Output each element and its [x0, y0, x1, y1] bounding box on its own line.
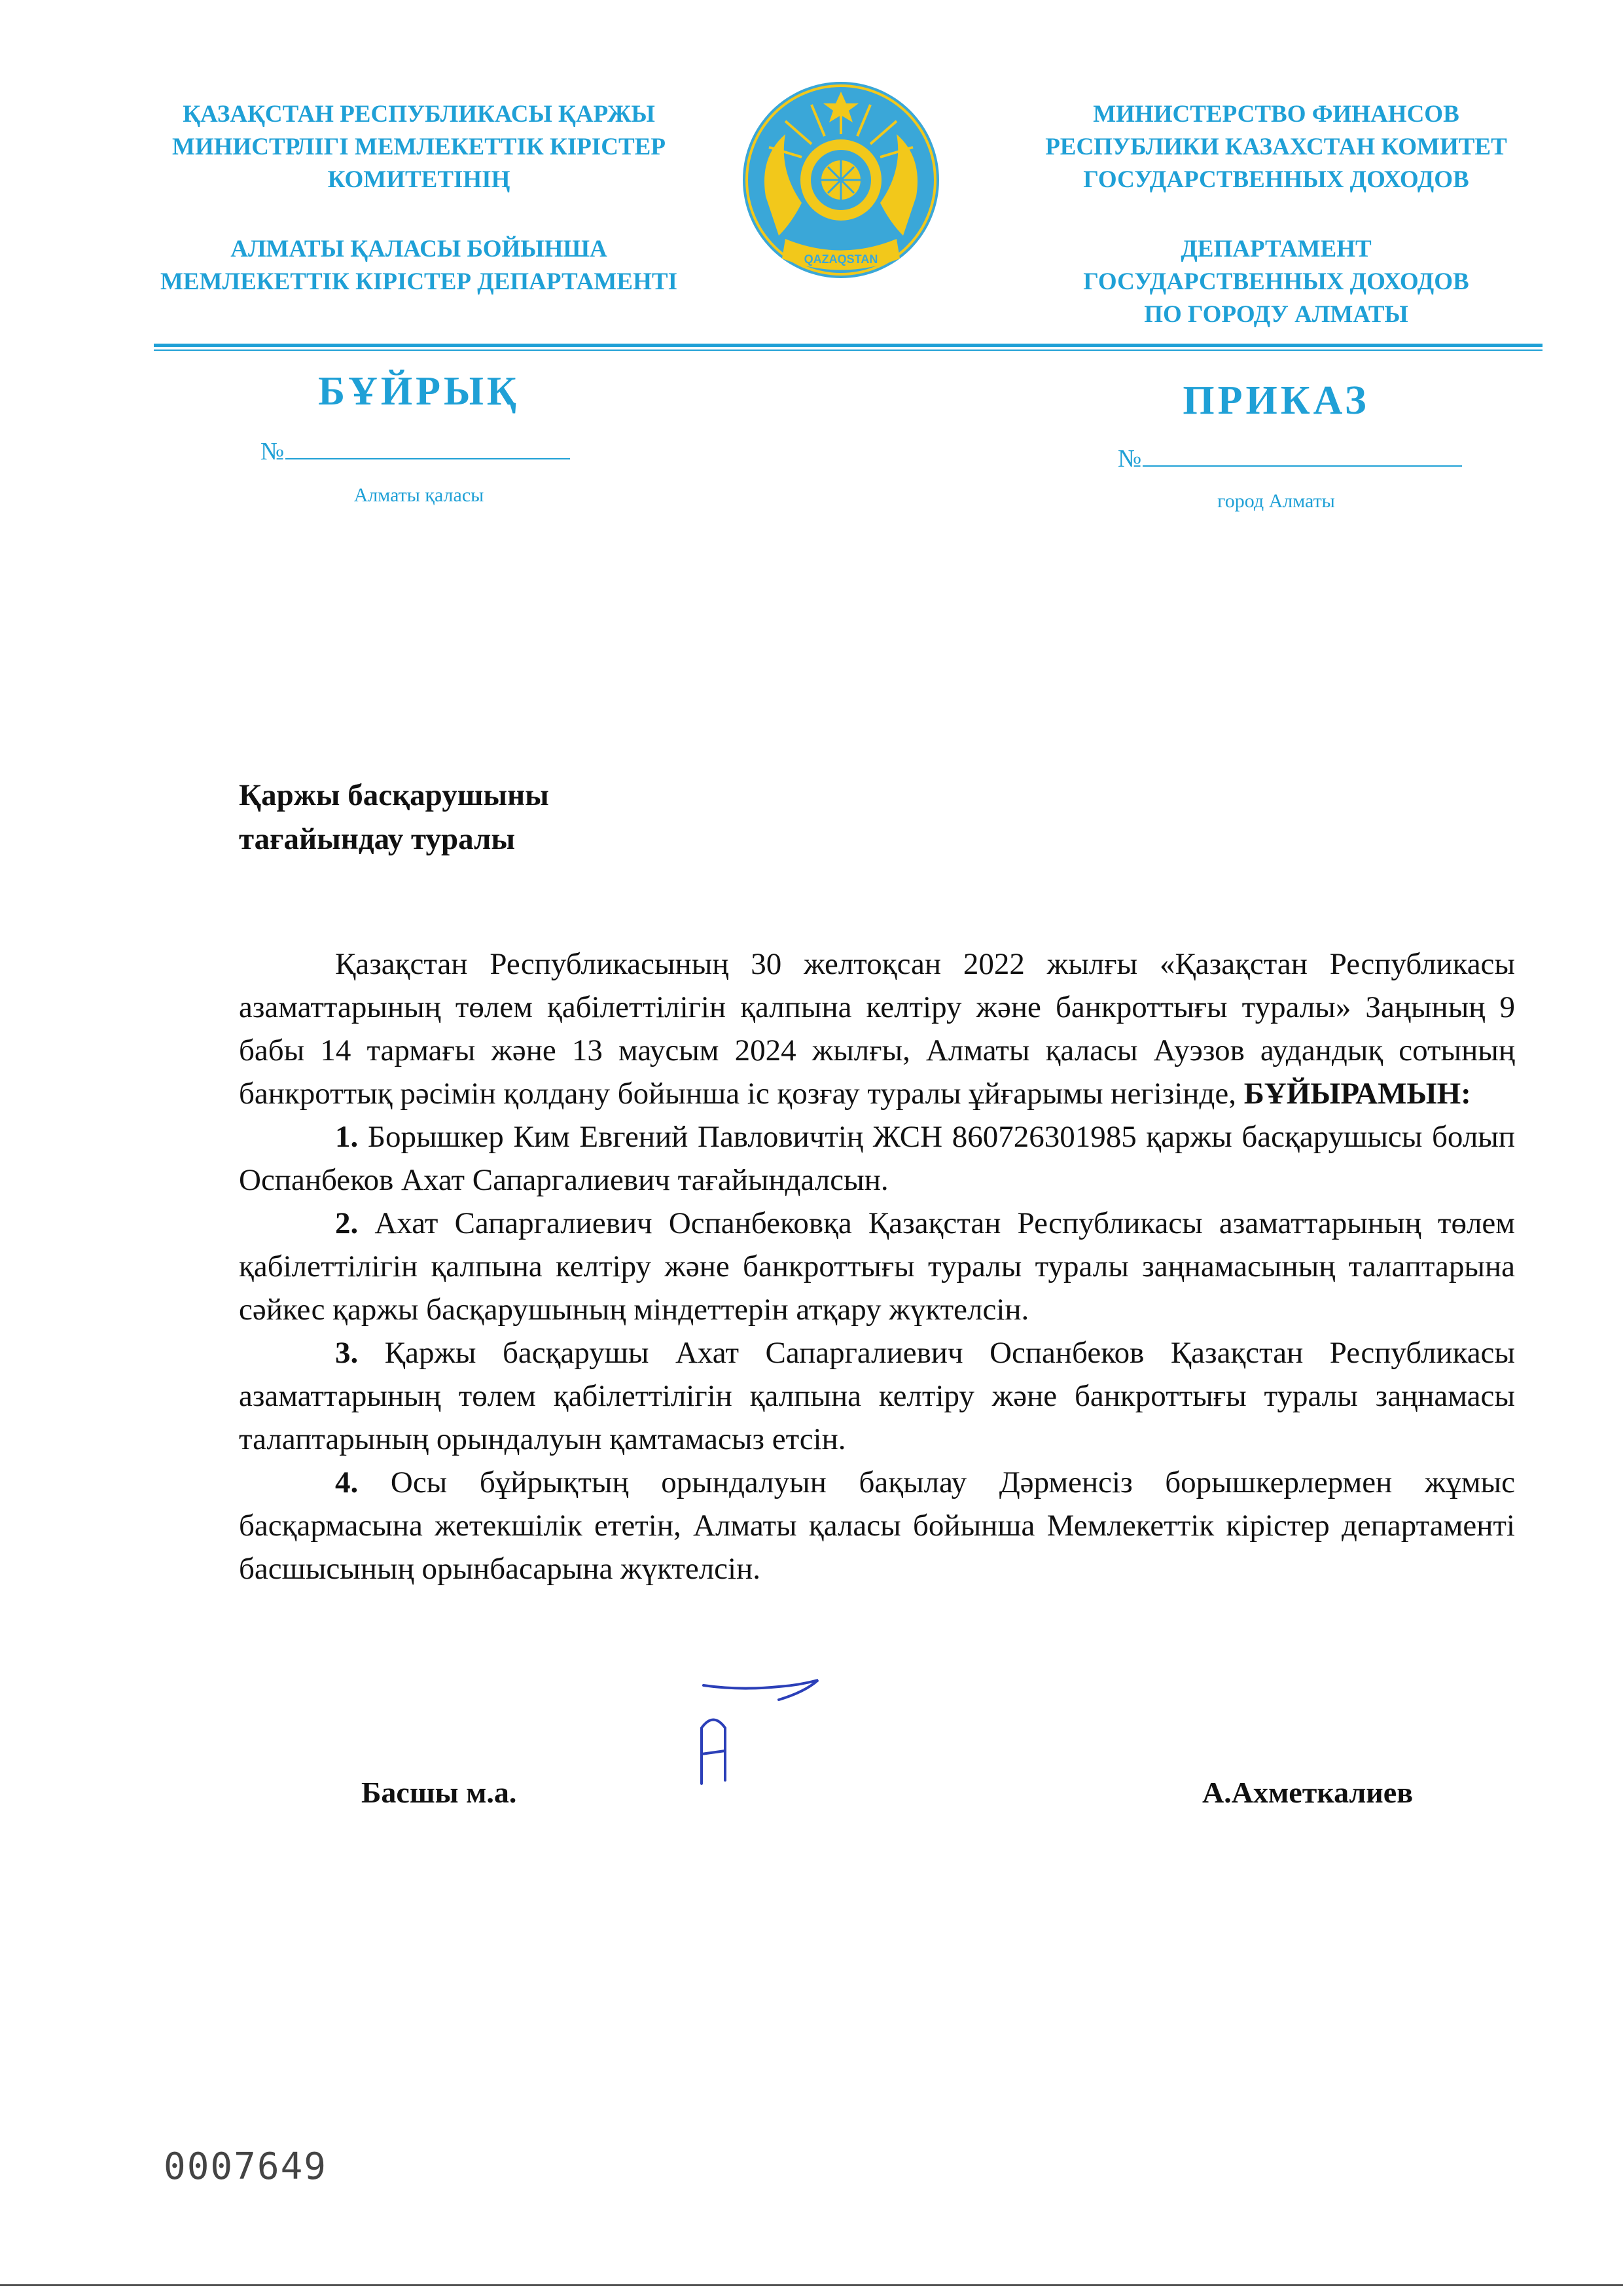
preamble-paragraph: [239, 942, 1515, 1115]
header-ru-line: ПО ГОРОДУ АЛМАТЫ: [1144, 301, 1408, 328]
order-body: [239, 942, 1515, 1590]
item-number: 2.: [335, 1206, 359, 1240]
city-ru: город Алматы: [1217, 490, 1335, 512]
header-rule: [154, 344, 1543, 347]
emblem-ribbon-text: QAZAQSTAN: [804, 253, 878, 266]
order-title-ru: ПРИКАЗ: [1183, 378, 1370, 423]
handwritten-underline-mark: [700, 1672, 825, 1705]
item-number: 1.: [335, 1120, 359, 1154]
header-rule-thin: [154, 350, 1543, 351]
header-ru-line: МИНИСТЕРСТВО ФИНАНСОВ: [1093, 101, 1459, 128]
subject-line: тағайындау туралы: [239, 822, 516, 856]
header-ru-line: ГОСУДАРСТВЕННЫХ ДОХОДОВ: [1083, 268, 1469, 295]
header-kz-line: МИНИСТРЛІГІ МЕМЛЕКЕТТІК КІРІСТЕР: [172, 134, 666, 160]
order-subject: [239, 774, 549, 861]
item-text: Ахат Сапаргалиевич Оспанбековқа Қазақстан Республикасы азаматтарының төлем қабілеттілігін қалпына келтіру және банкроттығы туралы туралы заңнамасының талаптарына сәйкес қаржы басқарушының міндеттерін атқару жүктелсін.: [239, 1206, 1515, 1327]
item-text: Осы бұйрықтың орындалуын бақылау Дәрменсіз борышкерлермен жұмыс басқармасына жетекшілік ететін, Алматы қаласы бойынша Мемлекеттік кірістер департаменті басшысының орынбасарына жүктелсін.: [239, 1465, 1515, 1586]
header-kz-line: КОМИТЕТІНІҢ: [327, 166, 510, 193]
number-label: №: [260, 438, 285, 465]
header-ru-line: ДЕПАРТАМЕНТ: [1181, 236, 1372, 262]
preamble-text: Қазақстан Республикасының 30 желтоқсан 2022 жылғы «Қазақстан Республикасы азаматтарының төлем қабілеттілігін қалпына келтіру және банкроттығы туралы» Заңының 9 бабы 14 тармағы және 13 маусым 2024 жылғы, Алматы қаласы Ауэзов аудандық сотының банкроттық рәсімін қолдану бойынша іс қозғау туралы ұйғарымы негізінде,: [239, 947, 1515, 1111]
item-number: 3.: [335, 1336, 359, 1370]
order-item: [239, 1115, 1515, 1202]
document-serial-number: 0007649: [164, 2145, 328, 2188]
order-item: [239, 1202, 1515, 1331]
number-blank-line: [1143, 446, 1462, 467]
number-blank-line: [285, 439, 570, 459]
order-number-ru: [1118, 444, 1462, 473]
page-bottom-edge: [0, 2284, 1623, 2286]
header-kz-line: АЛМАТЫ ҚАЛАСЫ БОЙЫНША: [230, 236, 607, 262]
signature-role: Басшы м.а.: [361, 1776, 517, 1809]
order-number-kz: [260, 437, 570, 466]
order-item: [239, 1461, 1515, 1590]
order-item: [239, 1331, 1515, 1461]
signature-name: А.Ахметкалиев: [1202, 1776, 1414, 1809]
state-emblem-icon: [740, 72, 942, 301]
order-title-kz: БҰЙРЫҚ: [318, 369, 520, 414]
handwritten-initial-mark: [694, 1715, 733, 1787]
header-ru-line: РЕСПУБЛИКИ КАЗАХСТАН КОМИТЕТ: [1045, 134, 1507, 160]
number-label: №: [1118, 445, 1142, 473]
header-kz-line: ҚАЗАҚСТАН РЕСПУБЛИКАСЫ ҚАРЖЫ: [183, 101, 655, 128]
decree-word: БҰЙЫРАМЫН:: [1243, 1077, 1471, 1111]
subject-line: Қаржы басқарушыны: [239, 778, 549, 812]
city-kz: Алматы қаласы: [353, 484, 484, 506]
item-text: Қаржы басқарушы Ахат Сапаргалиевич Оспанбеков Қазақстан Республикасы азаматтарының төлем қабілеттілігін қалпына келтіру және банкроттығы туралы заңнамасы талаптарының орындалуын қамтамасыз етсін.: [239, 1336, 1515, 1456]
item-number: 4.: [335, 1465, 359, 1499]
header-kz-line: МЕМЛЕКЕТТІК КІРІСТЕР ДЕПАРТАМЕНТІ: [160, 268, 677, 295]
header-ru-line: ГОСУДАРСТВЕННЫХ ДОХОДОВ: [1083, 166, 1469, 193]
header-ru: [988, 98, 1564, 331]
item-text: Борышкер Ким Евгений Павловичтің ЖСН 860726301985 қаржы басқарушысы болып Оспанбеков Ахат Сапаргалиевич тағайындалсын.: [239, 1120, 1516, 1197]
header-kz: [131, 98, 707, 298]
